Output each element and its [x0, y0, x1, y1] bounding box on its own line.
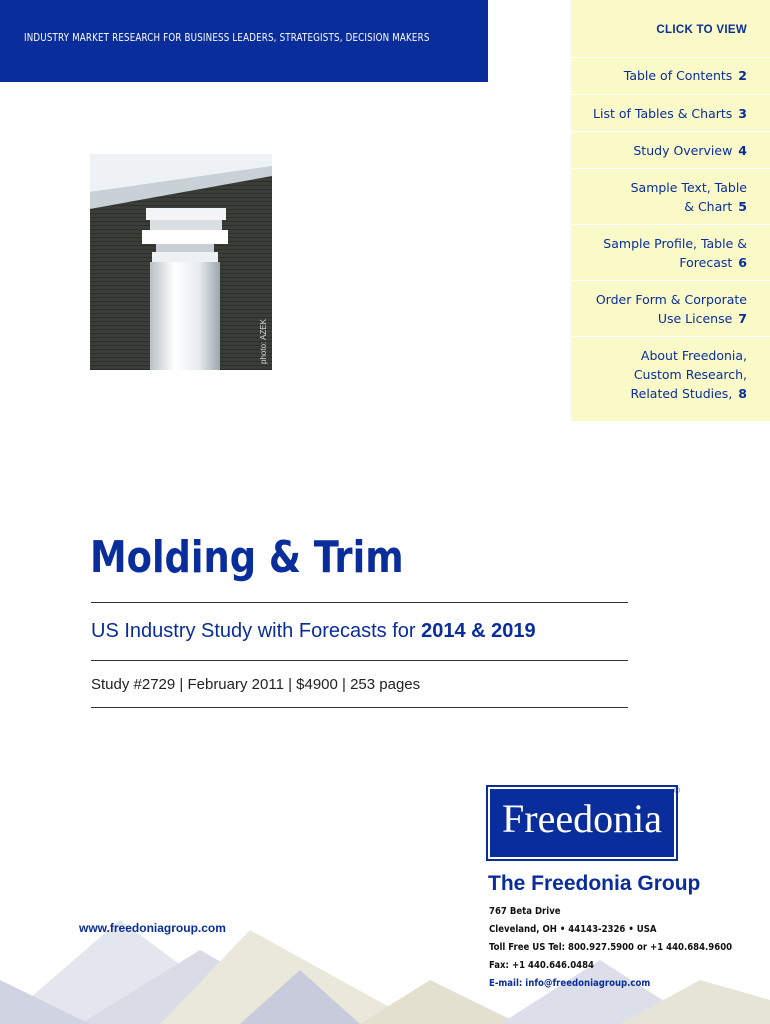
nav-item-page-number: 6 [738, 255, 747, 270]
nav-item-page-4[interactable] [577, 141, 747, 160]
nav-item-page-number: 5 [738, 199, 747, 214]
nav-item-text: List of Tables & Charts [593, 106, 733, 121]
freedonia-logo [488, 787, 676, 859]
subtitle [91, 620, 536, 643]
nav-separator [571, 94, 770, 95]
nav-separator [571, 280, 770, 281]
nav-item-label [577, 309, 747, 328]
header-bar [0, 0, 488, 82]
nav-item-page-3[interactable] [577, 104, 747, 123]
subtitle-text: US Industry Study with Forecasts for [91, 620, 422, 642]
nav-item-page-7[interactable] [577, 290, 747, 328]
nav-separator [571, 57, 770, 58]
nav-item-text: Related Studies, [630, 386, 733, 401]
nav-item-text: Sample Profile, Table & [603, 236, 747, 251]
nav-item-page-number: 8 [738, 386, 747, 401]
cover-photo [90, 154, 272, 370]
nav-item-label [577, 141, 747, 160]
nav-item-label [577, 197, 747, 216]
nav-item-label [577, 253, 747, 272]
tagline: INDUSTRY MARKET RESEARCH FOR BUSINESS LEADERS, STRATEGISTS, DECISION MAKERS [24, 32, 430, 44]
nav-item-label [577, 346, 747, 365]
nav-separator [571, 336, 770, 337]
nav-item-label [577, 365, 747, 384]
nav-separator [571, 131, 770, 132]
nav-item-page-8[interactable] [577, 346, 747, 403]
forecast-years: 2014 & 2019 [421, 620, 536, 642]
nav-item-page-number: 4 [738, 143, 747, 158]
divider [91, 707, 628, 708]
divider [91, 660, 628, 661]
divider [91, 602, 628, 603]
nav-item-text: & Chart [684, 199, 733, 214]
nav-item-text: Use License [657, 311, 733, 326]
nav-item-label [577, 66, 747, 85]
nav-item-text: Table of Contents [623, 68, 733, 83]
nav-item-label [577, 290, 747, 309]
address-city: Cleveland, OH • 44143-2326 • USA [489, 924, 657, 935]
nav-item-text: Order Form & Corporate [595, 292, 747, 307]
study-info: Study #2729 | February 2011 | $4900 | 253 pages [91, 676, 421, 693]
phone: Toll Free US Tel: 800.927.5900 or +1 440.684.9600 [489, 942, 733, 953]
page-title: Molding & Trim [90, 532, 404, 583]
nav-item-label [577, 104, 747, 123]
nav-item-label [577, 178, 747, 197]
column-photo [90, 154, 272, 370]
nav-item-text: Study Overview [633, 143, 733, 158]
nav-item-page-6[interactable] [577, 234, 747, 272]
nav-item-page-number: 2 [738, 68, 747, 83]
company-name: The Freedonia Group [488, 872, 701, 895]
nav-item-page-5[interactable] [577, 178, 747, 216]
nav-separator [571, 224, 770, 225]
nav-item-label [577, 234, 747, 253]
nav-item-text: Forecast [679, 255, 733, 270]
nav-item-text: Custom Research, [633, 367, 747, 382]
address-street: 767 Beta Drive [489, 906, 561, 917]
website-link[interactable]: www.freedoniagroup.com [79, 921, 226, 935]
nav-item-page-number: 7 [738, 311, 747, 326]
registered-mark: ® [674, 786, 680, 795]
logo-text: Freedonia [502, 796, 662, 841]
email-link[interactable]: E-mail: info@freedoniagroup.com [489, 978, 651, 989]
nav-item-page-2[interactable] [577, 66, 747, 85]
nav-item-text: About Freedonia, [640, 348, 747, 363]
nav-item-label [577, 384, 747, 403]
nav-item-page-number: 3 [738, 106, 747, 121]
click-to-view-heading: CLICK TO VIEW [656, 24, 747, 36]
fax: Fax: +1 440.646.0484 [489, 960, 594, 971]
nav-separator [571, 168, 770, 169]
nav-item-text: Sample Text, Table [630, 180, 747, 195]
photo-credit: photo: AZEK [259, 319, 268, 364]
